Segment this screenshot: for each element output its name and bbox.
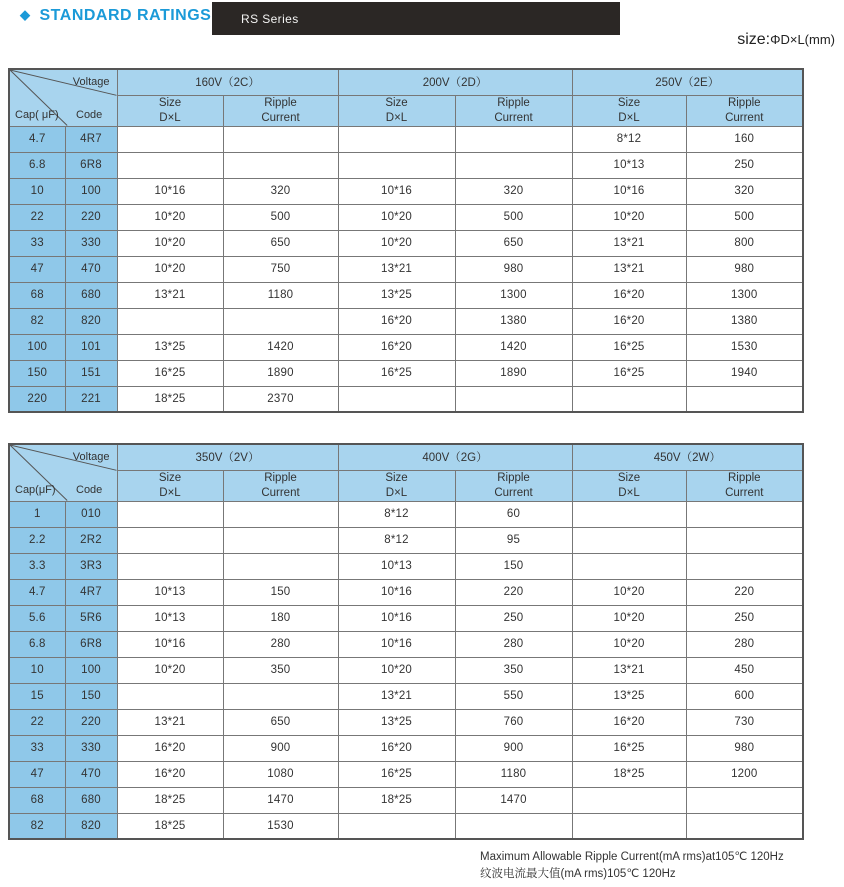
code-cell: 150 bbox=[65, 683, 117, 709]
table-row bbox=[9, 230, 803, 256]
cap-cell: 220 bbox=[9, 386, 65, 412]
data-cell: 1470 bbox=[455, 787, 572, 813]
code-cell: 470 bbox=[65, 761, 117, 787]
series-badge-bar bbox=[212, 2, 620, 35]
data-cell: 1530 bbox=[686, 334, 803, 360]
code-cell: 680 bbox=[65, 282, 117, 308]
data-cell bbox=[572, 553, 686, 579]
data-cell bbox=[686, 501, 803, 527]
table-row bbox=[9, 579, 803, 605]
cap-cell: 150 bbox=[9, 360, 65, 386]
data-cell: 1380 bbox=[455, 308, 572, 334]
table-row bbox=[9, 334, 803, 360]
data-cell: 650 bbox=[455, 230, 572, 256]
data-cell: 16*20 bbox=[338, 735, 455, 761]
data-cell bbox=[223, 308, 338, 334]
code-cell: 820 bbox=[65, 813, 117, 839]
voltage-header-450v: 450V（2W） bbox=[572, 444, 803, 470]
data-cell: 16*20 bbox=[572, 709, 686, 735]
size-subheader: Size D×L bbox=[338, 95, 455, 126]
data-cell: 10*16 bbox=[338, 178, 455, 204]
data-cell bbox=[223, 683, 338, 709]
code-cell: 330 bbox=[65, 735, 117, 761]
data-cell: 980 bbox=[686, 735, 803, 761]
cap-cell: 4.7 bbox=[9, 126, 65, 152]
data-cell: 10*20 bbox=[117, 256, 223, 282]
ripple-subheader: Ripple Current bbox=[223, 95, 338, 126]
data-cell: 10*16 bbox=[338, 579, 455, 605]
data-cell: 13*25 bbox=[572, 683, 686, 709]
table-row bbox=[9, 787, 803, 813]
data-cell: 16*20 bbox=[338, 308, 455, 334]
cap-cell: 1 bbox=[9, 501, 65, 527]
data-cell: 320 bbox=[686, 178, 803, 204]
corner-header-cell bbox=[9, 444, 117, 501]
cap-cell: 33 bbox=[9, 230, 65, 256]
cap-cell: 22 bbox=[9, 204, 65, 230]
data-cell: 900 bbox=[455, 735, 572, 761]
data-cell: 800 bbox=[686, 230, 803, 256]
cap-cell: 3.3 bbox=[9, 553, 65, 579]
data-cell: 1470 bbox=[223, 787, 338, 813]
ripple-subheader: Ripple Current bbox=[686, 95, 803, 126]
data-cell bbox=[338, 386, 455, 412]
data-cell: 18*25 bbox=[117, 787, 223, 813]
data-cell bbox=[223, 501, 338, 527]
data-cell: 13*21 bbox=[117, 709, 223, 735]
ripple-subheader: Ripple Current bbox=[455, 95, 572, 126]
table-row bbox=[9, 813, 803, 839]
data-cell: 1180 bbox=[223, 282, 338, 308]
cap-cell: 6.8 bbox=[9, 152, 65, 178]
data-cell: 13*21 bbox=[117, 282, 223, 308]
data-cell: 500 bbox=[223, 204, 338, 230]
ripple-current-note bbox=[480, 849, 784, 882]
data-cell: 10*20 bbox=[572, 204, 686, 230]
data-cell bbox=[117, 553, 223, 579]
table-row bbox=[9, 204, 803, 230]
data-cell: 250 bbox=[455, 605, 572, 631]
data-cell: 150 bbox=[223, 579, 338, 605]
data-cell: 320 bbox=[455, 178, 572, 204]
data-cell: 8*12 bbox=[338, 527, 455, 553]
code-cell: 6R8 bbox=[65, 631, 117, 657]
data-cell: 1420 bbox=[223, 334, 338, 360]
data-cell: 500 bbox=[455, 204, 572, 230]
data-cell: 160 bbox=[686, 126, 803, 152]
data-cell: 16*20 bbox=[572, 308, 686, 334]
data-cell: 220 bbox=[686, 579, 803, 605]
data-cell: 10*16 bbox=[338, 605, 455, 631]
data-cell: 13*25 bbox=[338, 709, 455, 735]
data-cell: 180 bbox=[223, 605, 338, 631]
data-cell: 10*16 bbox=[117, 178, 223, 204]
data-cell: 220 bbox=[455, 579, 572, 605]
data-cell: 8*12 bbox=[572, 126, 686, 152]
data-cell: 320 bbox=[223, 178, 338, 204]
cap-cell: 22 bbox=[9, 709, 65, 735]
data-cell: 730 bbox=[686, 709, 803, 735]
table-row bbox=[9, 683, 803, 709]
data-cell: 150 bbox=[455, 553, 572, 579]
code-cell: 330 bbox=[65, 230, 117, 256]
data-cell: 650 bbox=[223, 709, 338, 735]
data-cell: 1890 bbox=[455, 360, 572, 386]
data-cell: 1180 bbox=[455, 761, 572, 787]
data-cell: 10*20 bbox=[117, 230, 223, 256]
ripple-subheader: Ripple Current bbox=[686, 470, 803, 501]
table-row bbox=[9, 308, 803, 334]
cap-cell: 2.2 bbox=[9, 527, 65, 553]
data-cell: 10*20 bbox=[117, 204, 223, 230]
data-cell: 760 bbox=[455, 709, 572, 735]
corner-code-label: Code bbox=[76, 108, 103, 121]
data-cell: 18*25 bbox=[117, 813, 223, 839]
data-cell: 500 bbox=[686, 204, 803, 230]
data-cell bbox=[117, 126, 223, 152]
code-cell: 220 bbox=[65, 204, 117, 230]
code-cell: 2R2 bbox=[65, 527, 117, 553]
page-title bbox=[20, 7, 211, 25]
cap-cell: 68 bbox=[9, 787, 65, 813]
voltage-header-250v: 250V（2E） bbox=[572, 69, 803, 95]
data-cell: 10*16 bbox=[117, 631, 223, 657]
data-cell bbox=[223, 126, 338, 152]
size-note bbox=[737, 31, 835, 49]
corner-voltage-label: Voltage bbox=[72, 76, 110, 88]
data-cell bbox=[686, 553, 803, 579]
data-cell: 10*13 bbox=[572, 152, 686, 178]
table-row bbox=[9, 386, 803, 412]
data-cell bbox=[117, 683, 223, 709]
table-row bbox=[9, 527, 803, 553]
ripple-subheader: Ripple Current bbox=[455, 470, 572, 501]
table-row bbox=[9, 501, 803, 527]
table-row bbox=[9, 709, 803, 735]
data-cell: 13*21 bbox=[338, 683, 455, 709]
size-subheader: Size D×L bbox=[338, 470, 455, 501]
data-cell: 980 bbox=[455, 256, 572, 282]
data-cell: 10*20 bbox=[338, 204, 455, 230]
data-cell bbox=[338, 126, 455, 152]
code-cell: 101 bbox=[65, 334, 117, 360]
corner-voltage-label: Voltage bbox=[72, 451, 110, 463]
table-row bbox=[9, 553, 803, 579]
data-cell: 13*25 bbox=[117, 334, 223, 360]
data-cell bbox=[223, 553, 338, 579]
data-cell: 750 bbox=[223, 256, 338, 282]
cap-cell: 6.8 bbox=[9, 631, 65, 657]
code-cell: 151 bbox=[65, 360, 117, 386]
data-cell: 18*25 bbox=[117, 386, 223, 412]
cap-cell: 10 bbox=[9, 657, 65, 683]
data-cell: 1080 bbox=[223, 761, 338, 787]
data-cell: 10*16 bbox=[572, 178, 686, 204]
data-cell: 16*25 bbox=[572, 360, 686, 386]
data-cell: 280 bbox=[223, 631, 338, 657]
table-row bbox=[9, 657, 803, 683]
data-cell bbox=[572, 501, 686, 527]
data-cell: 10*13 bbox=[117, 579, 223, 605]
corner-code-label: Code bbox=[76, 483, 103, 496]
data-cell bbox=[223, 527, 338, 553]
data-cell bbox=[455, 386, 572, 412]
cap-cell: 82 bbox=[9, 813, 65, 839]
ripple-current-note-en: Maximum Allowable Ripple Current(mA rms)at105℃ 120Hz bbox=[480, 851, 784, 863]
table-row bbox=[9, 735, 803, 761]
table-row bbox=[9, 761, 803, 787]
data-cell bbox=[455, 152, 572, 178]
data-cell: 10*20 bbox=[572, 579, 686, 605]
cap-cell: 33 bbox=[9, 735, 65, 761]
cap-cell: 5.6 bbox=[9, 605, 65, 631]
data-cell: 450 bbox=[686, 657, 803, 683]
data-cell bbox=[572, 787, 686, 813]
data-cell: 13*21 bbox=[572, 230, 686, 256]
data-cell: 10*20 bbox=[338, 230, 455, 256]
data-cell: 16*25 bbox=[572, 735, 686, 761]
data-cell bbox=[572, 386, 686, 412]
diamond-icon: ◆ bbox=[20, 7, 31, 22]
size-subheader: Size D×L bbox=[572, 470, 686, 501]
data-cell: 900 bbox=[223, 735, 338, 761]
data-cell: 16*20 bbox=[338, 334, 455, 360]
voltage-header-350v: 350V（2V） bbox=[117, 444, 338, 470]
cap-cell: 4.7 bbox=[9, 579, 65, 605]
data-cell bbox=[117, 501, 223, 527]
data-cell: 280 bbox=[455, 631, 572, 657]
data-cell: 60 bbox=[455, 501, 572, 527]
data-cell: 16*20 bbox=[117, 761, 223, 787]
size-note-value: ΦD×L(mm) bbox=[770, 32, 835, 47]
data-cell: 10*20 bbox=[117, 657, 223, 683]
data-cell: 10*20 bbox=[572, 631, 686, 657]
data-cell: 10*13 bbox=[338, 553, 455, 579]
code-cell: 221 bbox=[65, 386, 117, 412]
cap-cell: 47 bbox=[9, 256, 65, 282]
data-cell: 550 bbox=[455, 683, 572, 709]
series-badge-label: RS Series bbox=[241, 11, 299, 26]
data-cell: 650 bbox=[223, 230, 338, 256]
page-title-text: STANDARD RATINGS bbox=[39, 7, 212, 24]
data-cell: 16*25 bbox=[117, 360, 223, 386]
code-cell: 680 bbox=[65, 787, 117, 813]
data-cell bbox=[117, 527, 223, 553]
voltage-header-200v: 200V（2D） bbox=[338, 69, 572, 95]
data-cell: 10*20 bbox=[338, 657, 455, 683]
data-cell: 1420 bbox=[455, 334, 572, 360]
cap-cell: 82 bbox=[9, 308, 65, 334]
table-row bbox=[9, 631, 803, 657]
data-cell: 95 bbox=[455, 527, 572, 553]
data-cell: 1380 bbox=[686, 308, 803, 334]
code-cell: 470 bbox=[65, 256, 117, 282]
code-cell: 100 bbox=[65, 178, 117, 204]
corner-cap-label: Cap(μF) bbox=[15, 483, 56, 496]
code-cell: 4R7 bbox=[65, 579, 117, 605]
data-cell bbox=[686, 386, 803, 412]
data-cell bbox=[686, 813, 803, 839]
data-cell: 350 bbox=[223, 657, 338, 683]
data-cell: 250 bbox=[686, 605, 803, 631]
size-subheader: Size D×L bbox=[117, 470, 223, 501]
code-cell: 3R3 bbox=[65, 553, 117, 579]
data-cell: 13*21 bbox=[338, 256, 455, 282]
code-cell: 820 bbox=[65, 308, 117, 334]
data-cell: 16*25 bbox=[338, 761, 455, 787]
data-cell bbox=[338, 152, 455, 178]
data-cell: 10*16 bbox=[338, 631, 455, 657]
data-cell bbox=[117, 152, 223, 178]
code-cell: 6R8 bbox=[65, 152, 117, 178]
data-cell: 2370 bbox=[223, 386, 338, 412]
data-cell bbox=[117, 308, 223, 334]
data-cell bbox=[338, 813, 455, 839]
cap-cell: 15 bbox=[9, 683, 65, 709]
data-cell: 18*25 bbox=[572, 761, 686, 787]
code-cell: 100 bbox=[65, 657, 117, 683]
ratings-table-160-250v bbox=[8, 68, 804, 413]
table-row bbox=[9, 126, 803, 152]
code-cell: 220 bbox=[65, 709, 117, 735]
size-subheader: Size D×L bbox=[572, 95, 686, 126]
ripple-current-note-cn: 纹波电流最大值(mA rms)105℃ 120Hz bbox=[480, 867, 676, 880]
corner-header-cell bbox=[9, 69, 117, 126]
data-cell: 1300 bbox=[455, 282, 572, 308]
data-cell: 16*25 bbox=[572, 334, 686, 360]
table-row bbox=[9, 152, 803, 178]
data-cell: 1530 bbox=[223, 813, 338, 839]
data-cell: 13*25 bbox=[338, 282, 455, 308]
cap-cell: 10 bbox=[9, 178, 65, 204]
data-cell bbox=[455, 813, 572, 839]
data-cell bbox=[572, 527, 686, 553]
cap-cell: 47 bbox=[9, 761, 65, 787]
table-row bbox=[9, 178, 803, 204]
data-cell bbox=[223, 152, 338, 178]
data-cell: 280 bbox=[686, 631, 803, 657]
table-row bbox=[9, 282, 803, 308]
cap-cell: 100 bbox=[9, 334, 65, 360]
data-cell: 1300 bbox=[686, 282, 803, 308]
data-cell: 13*21 bbox=[572, 256, 686, 282]
data-cell: 8*12 bbox=[338, 501, 455, 527]
data-cell: 18*25 bbox=[338, 787, 455, 813]
code-cell: 010 bbox=[65, 501, 117, 527]
data-cell: 250 bbox=[686, 152, 803, 178]
data-cell: 16*20 bbox=[572, 282, 686, 308]
data-cell: 1890 bbox=[223, 360, 338, 386]
table-row bbox=[9, 360, 803, 386]
code-cell: 5R6 bbox=[65, 605, 117, 631]
data-cell: 16*25 bbox=[338, 360, 455, 386]
ripple-subheader: Ripple Current bbox=[223, 470, 338, 501]
data-cell: 1200 bbox=[686, 761, 803, 787]
voltage-header-160v: 160V（2C） bbox=[117, 69, 338, 95]
data-cell bbox=[455, 126, 572, 152]
size-note-prefix: size: bbox=[737, 31, 771, 48]
data-cell bbox=[572, 813, 686, 839]
data-cell: 350 bbox=[455, 657, 572, 683]
corner-cap-label: Cap( μF) bbox=[15, 108, 59, 121]
data-cell: 980 bbox=[686, 256, 803, 282]
cap-cell: 68 bbox=[9, 282, 65, 308]
data-cell bbox=[686, 527, 803, 553]
code-cell: 4R7 bbox=[65, 126, 117, 152]
ratings-table-350-450v bbox=[8, 443, 804, 840]
data-cell: 16*20 bbox=[117, 735, 223, 761]
table-row bbox=[9, 256, 803, 282]
size-subheader: Size D×L bbox=[117, 95, 223, 126]
table-row bbox=[9, 605, 803, 631]
data-cell: 10*13 bbox=[117, 605, 223, 631]
data-cell: 1940 bbox=[686, 360, 803, 386]
data-cell: 600 bbox=[686, 683, 803, 709]
data-cell: 13*21 bbox=[572, 657, 686, 683]
data-cell: 10*20 bbox=[572, 605, 686, 631]
voltage-header-400v: 400V（2G） bbox=[338, 444, 572, 470]
data-cell bbox=[686, 787, 803, 813]
